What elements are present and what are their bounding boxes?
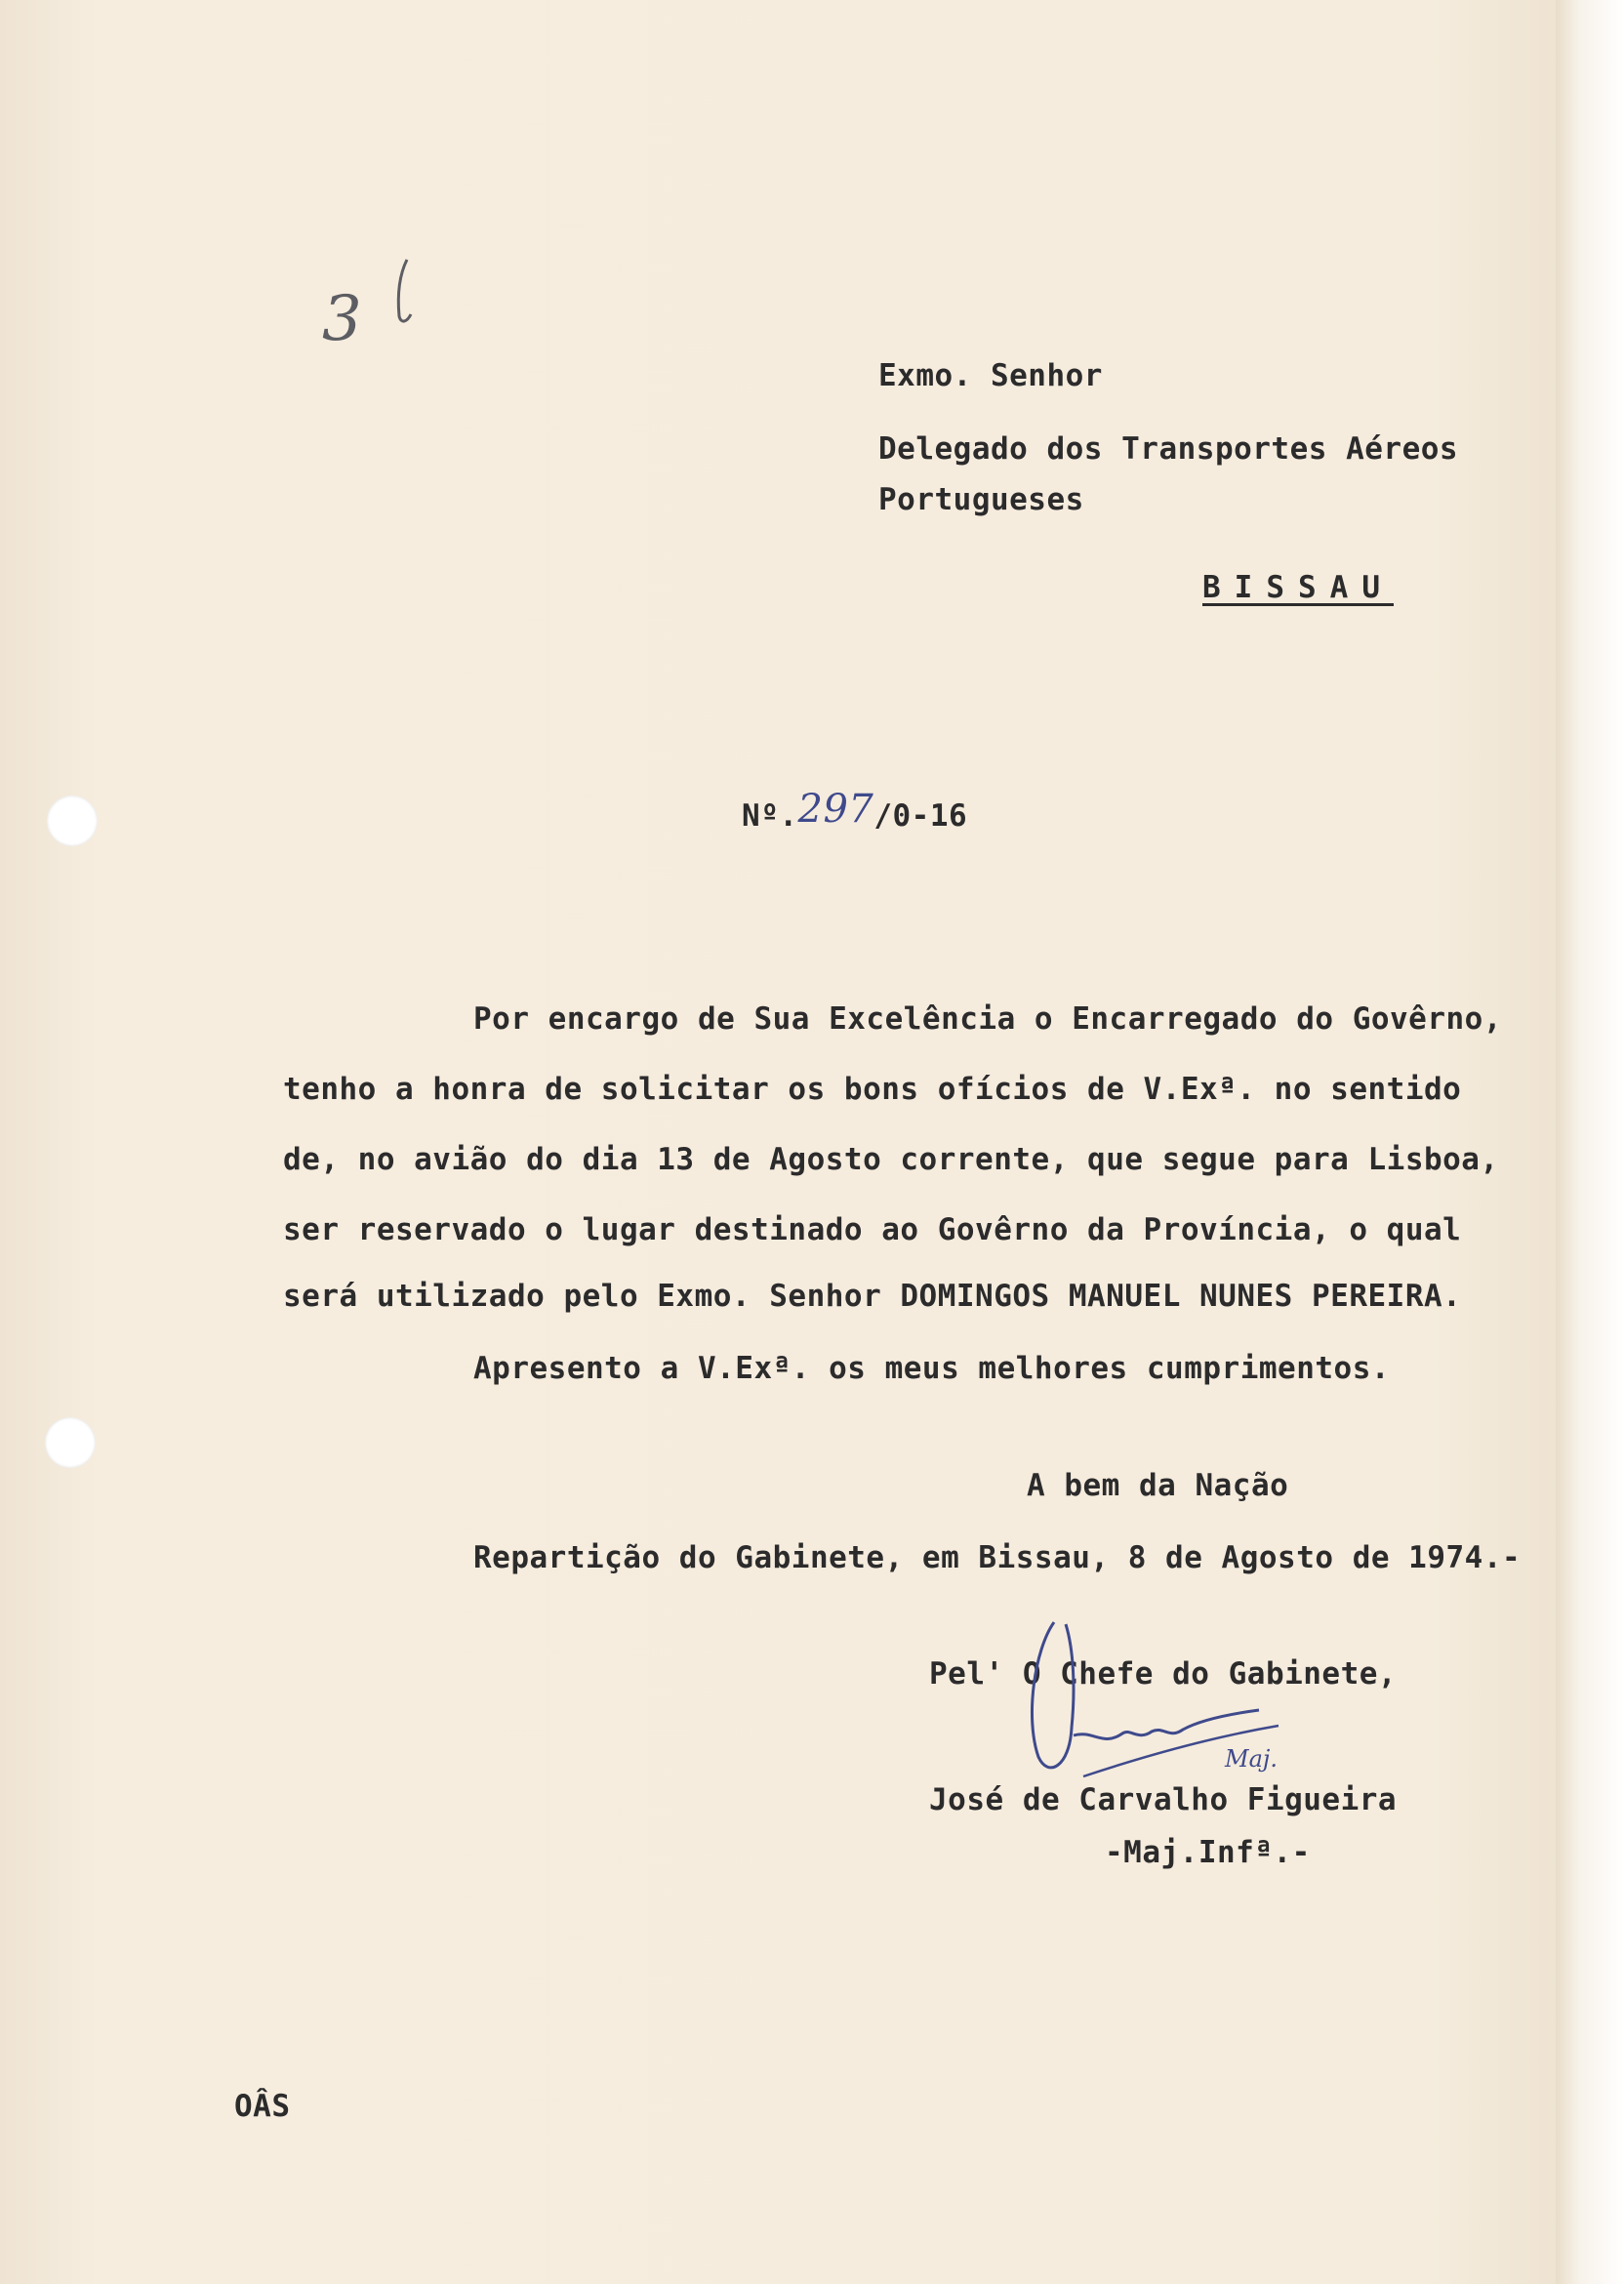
punch-hole-top bbox=[47, 795, 98, 846]
recipient-title-line2: Portugueses bbox=[878, 482, 1084, 517]
pencil-stroke bbox=[386, 256, 425, 334]
recipient-title-line1: Delegado dos Transportes Aéreos bbox=[878, 431, 1459, 467]
closing-motto: A bem da Nação bbox=[1027, 1468, 1289, 1503]
body-paragraph-2: Apresento a V.Exª. os meus melhores cumprimentos. bbox=[473, 1351, 1391, 1386]
body-line-3: de, no avião do dia 13 de Agosto corrente, que segue para Lisboa, bbox=[283, 1142, 1499, 1177]
body-line-5: será utilizado pelo Exmo. Senhor DOMINGOS MANUEL NUNES PEREIRA. bbox=[283, 1279, 1462, 1314]
signature-role: Pel' O Chefe do Gabinete, bbox=[929, 1656, 1398, 1692]
typist-initials: OÂS bbox=[234, 2089, 291, 2124]
recipient-city: BISSAU bbox=[1202, 570, 1394, 605]
punch-hole-bottom bbox=[45, 1417, 96, 1468]
paper-edge bbox=[1556, 0, 1624, 2284]
pencil-mark: 3 bbox=[322, 283, 362, 355]
reference-prefix: Nº. bbox=[742, 798, 798, 834]
pencil-annotation bbox=[322, 283, 362, 355]
recipient-salutation: Exmo. Senhor bbox=[878, 358, 1103, 393]
body-line-1: Por encargo de Sua Excelência o Encarregado do Govêrno, bbox=[473, 1001, 1502, 1037]
reference-number bbox=[742, 787, 968, 836]
signature-rank: -Maj.Infª.- bbox=[1105, 1835, 1311, 1870]
body-line-2: tenho a honra de solicitar os bons ofícios de V.Exª. no sentido bbox=[283, 1072, 1462, 1107]
signature-handwritten-rank: Maj. bbox=[1225, 1745, 1278, 1773]
signature-name: José de Carvalho Figueira bbox=[929, 1782, 1398, 1817]
reference-handwritten-number: 297 bbox=[797, 787, 874, 832]
body-line-4: ser reservado o lugar destinado ao Govêrno da Província, o qual bbox=[283, 1212, 1462, 1247]
reference-suffix: /0-16 bbox=[873, 798, 968, 834]
closing-place-date: Repartição do Gabinete, em Bissau, 8 de Agosto de 1974.- bbox=[473, 1540, 1522, 1575]
